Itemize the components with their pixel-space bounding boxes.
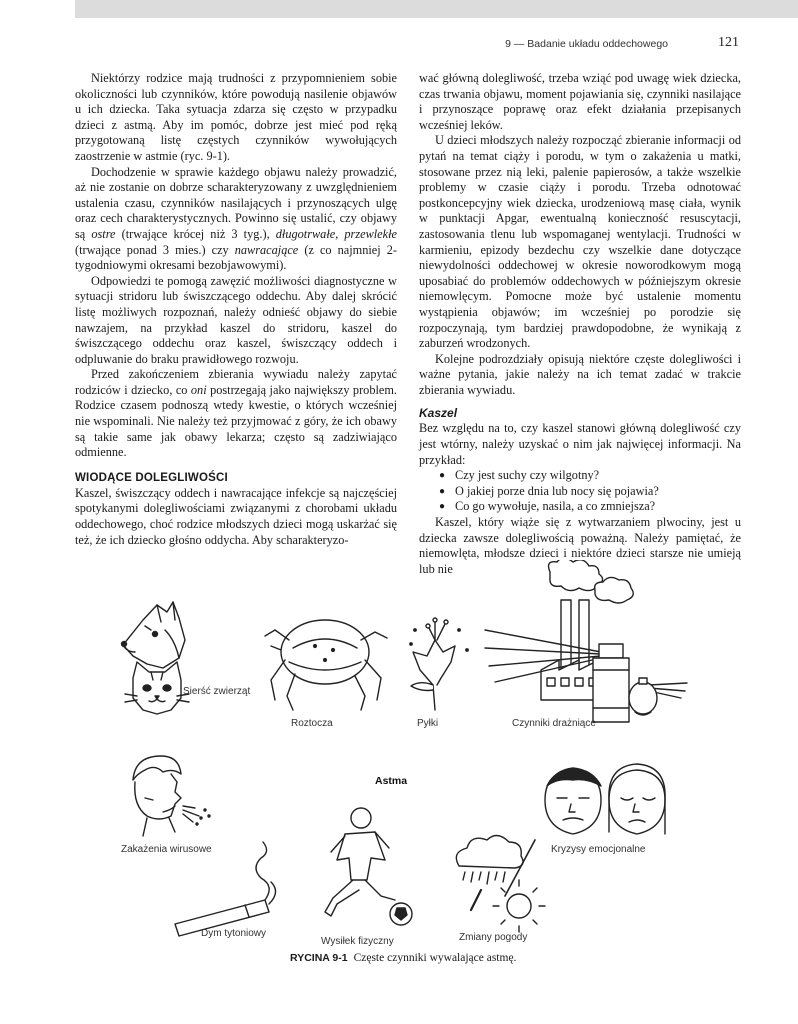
figure-caption — [290, 952, 516, 964]
sun-icon — [493, 880, 545, 932]
paragraph: Kaszel, który wiąże się z wytwarzaniem plwociny, jest u dziecka zawsze dolegliwością poważną. Należy pamiętać, że niemowlęta, młodsze dzieci i niektóre dzieci starsze nie umieją lub nie — [419, 515, 741, 576]
label-weather: Zmiany pogody — [459, 932, 528, 943]
left-column — [75, 71, 397, 548]
label-center-asthma: Astma — [375, 775, 408, 787]
list-item: ● O jakiej porze dnia lub nocy się pojawia? — [439, 484, 741, 500]
paragraph: Odpowiedzi te pomogą zawęzić możliwości diagnostyczne w sytuacji stridoru lub świszczącego oddechu. Aby dalej skrócić listę możliwych rozpoznań, należy odnieść objawy do siebie nawzajem, na przykład kaszel do stridoru, kaszel do świszczącego oddechu oraz kaszel, świszczący oddech i odpluwanie do braku prawidłowego rozwoju. — [75, 273, 397, 366]
woman-face-icon — [609, 764, 665, 834]
caption-label: RYCINA 9-1 — [290, 952, 348, 964]
coughing-boy-icon — [133, 756, 210, 836]
paragraph: Kolejne podrozdziały opisują niektóre częste dolegliwości i ważne pytania, jakie należy na ich temat zadać w trakcie zbierania wywiadu. — [419, 351, 741, 397]
paragraph: Kaszel, świszczący oddech i nawracające infekcje są najczęściej spotykanymi dolegliwościami związanymi z chorobami układu oddechowego, choć rodzice młodszych dzieci mogą uskarżać się też, że ich dziecko głośno oddycha. Aby scharakteryzo- — [75, 485, 397, 547]
section-heading: WIODĄCE DOLEGLIWOŚCI — [75, 471, 228, 484]
paragraph: Dochodzenie w sprawie każdego objawu należy prowadzić, aż nie zostanie on dobrze scharakteryzowany z uwzględnieniem ustalenia czasu, czynników nasilających i przynoszących ulgę oraz cech charakterystycznych. Powinno się ustalić, czy objawy są ostre (trwające krócej niż 3 tyg.), długotrwałe, przewlekłe (trwające ponad 3 mies.) czy nawracające (z co najmniej 2-tygodniowymi okresami bezobjawowymi). — [75, 164, 397, 273]
dog-icon — [122, 602, 186, 668]
soccer-player-icon — [325, 808, 395, 916]
top-gray-bar — [75, 0, 798, 18]
paragraph: Przed zakończeniem zbierania wywiadu należy zapytać rodziców i dziecko, co oni postrzegają jako największy problem. Rodzice czasem podnoszą wtedy kwestie, o których wcześniej nie wspominali. Nie należy też przyjmować z góry, że ich obawy są takie same jak obawy lekarza; często są zadziwiająco odmienne. — [75, 367, 397, 460]
list-item: ● Co go wywołuje, nasila, a co zmniejsza? — [439, 499, 741, 515]
paragraph: U dzieci młodszych należy rozpocząć zbieranie informacji od pytań na temat ciąży i porodu, w tym o zakażenia u matki, stosowane przez nią leki, palenie papierosów, a także wszelkie problemy w czasie ciąży i porodu. Trzeba odnotować postkoncepcyjny wiek dziecka, urodzeniową masę ciała, wynik w punktacji Apgar, ewentualną konieczność resuscytacji, zastosowania tlenu lub wspomaganej wentylacji. Trudności w karmieniu, epizody bezdechu czy wszelkie dane dotyczące niewydolności oddechowej w okresie noworodkowym mogą uposabiać do problemów oddechowych w późniejszym okresie niemowlęcym. Pomocne może być ustalenie momentu wystąpienia objawów; im wcześniej po porodzie się rozpoczynają, tym bardziej prawdopodobne, że wynikają z zaburzeń wrodzonych. — [419, 133, 741, 351]
label-emotions: Kryzysy emocjonalne — [551, 844, 646, 855]
man-face-icon — [545, 768, 601, 834]
dust-mite-icon — [265, 620, 387, 710]
paragraph: wać główną dolegliwość, trzeba wziąć pod uwagę wiek dziecka, czas trwania objawu, moment pojawiania się, czynniki nasilające i przynoszące poprawę oraz efekt działania przepisanych wcześniej leków. — [419, 71, 741, 132]
label-mites: Roztocza — [291, 718, 333, 729]
paragraph: Bez względu na to, czy kaszel stanowi główną dolegliwość czy jest wtórny, należy uzyskać o nim jak najwięcej informacji. Na przykład: — [419, 421, 741, 467]
label-animals: Sierść zwierząt — [183, 686, 251, 697]
bullet-list — [419, 468, 741, 515]
figure-illustrations — [75, 560, 775, 965]
soccer-ball-icon — [390, 903, 412, 925]
cat-icon — [125, 662, 189, 714]
running-head: 9 — Badanie układu oddechowego — [505, 38, 668, 50]
caption-text: Częste czynniki wywalające astmę. — [353, 952, 517, 964]
page-number: 121 — [718, 35, 739, 50]
label-infections: Zakażenia wirusowe — [121, 844, 212, 855]
label-exercise: Wysiłek fizyczny — [321, 936, 394, 947]
label-irritants: Czynniki drażniące — [512, 718, 596, 729]
asthma-triggers-figure — [75, 560, 775, 965]
paragraph: Niektórzy rodzice mają trudności z przypomnieniem sobie okoliczności lub czynników, które powodują nasilenie objawów u ich dziecka. Taka sytuacja zdarza się często w przypadku dzieci z astmą. Aby im pomóc, dobrze jest mieć pod ręką przygotowaną listę częstych czynników wywołujących zaostrzenie w astmie (ryc. 9-1). — [75, 71, 397, 163]
cigarette-icon — [175, 842, 276, 936]
list-item: ● Czy jest suchy czy wilgotny? — [439, 468, 741, 484]
label-smoke: Dym tytoniowy — [201, 928, 267, 939]
pollen-flower-icon — [410, 618, 468, 710]
right-column — [419, 71, 741, 577]
label-pollen: Pyłki — [417, 718, 439, 729]
subheading: Kaszel — [419, 406, 458, 421]
perfume-bottle-icon — [629, 678, 687, 715]
